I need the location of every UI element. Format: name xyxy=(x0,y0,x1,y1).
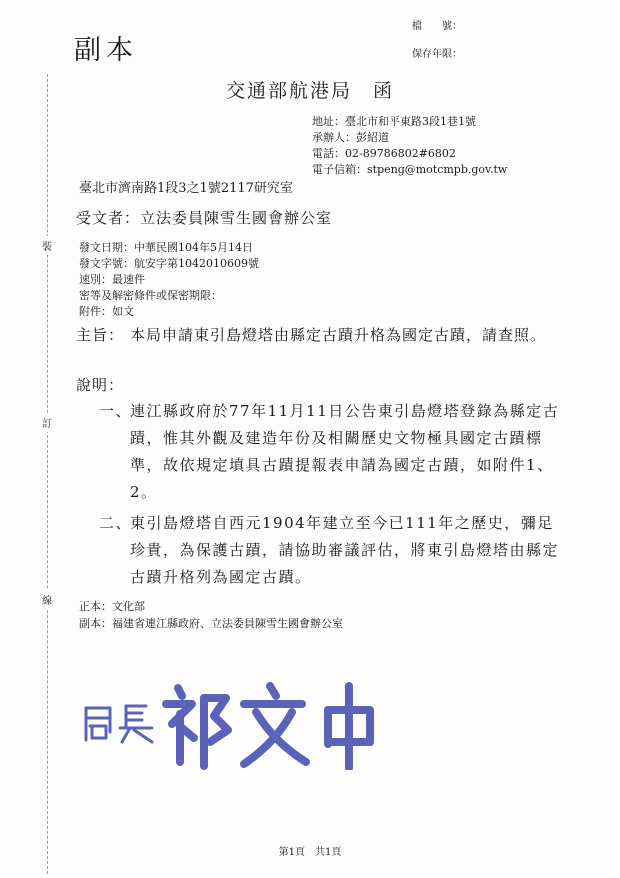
attachment-note: 附件：如文 xyxy=(79,305,134,318)
issue-date: 發文日期：中華民國104年5月14日 xyxy=(79,241,253,254)
sender-phone: 電話：02-89786802#6802 xyxy=(312,147,456,160)
secrecy-level: 密等及解密條件或保密期限： xyxy=(79,289,222,302)
retention-period-label: 保存年限： xyxy=(412,49,462,60)
binding-mark-ding: 訂 xyxy=(42,413,52,432)
item-number: 二、 xyxy=(99,514,133,532)
page-number: 第1頁 共1頁 xyxy=(278,847,342,858)
file-number-label: 檔 號： xyxy=(412,21,462,32)
distribution-list xyxy=(79,598,343,632)
binding-mark-zhuang: 裝 xyxy=(42,236,52,255)
item-text: 連江縣政府於77年11月11日公告東引島燈塔登錄為縣定古蹟，惟其外觀及建造年份及相關歷史文物極具國定古蹟標準，故依規定填具古蹟提報表申請為國定古蹟，如附件1、2。 xyxy=(130,402,560,501)
sender-handler: 承辦人：彭紹道 xyxy=(312,131,389,144)
original-recipient: 正本：文化部 xyxy=(79,600,145,613)
document-number: 發文字號：航安字第1042010609號 xyxy=(79,257,259,270)
document-title: 交通部航港局 函 xyxy=(225,80,394,102)
recipient: 受文者：立法委員陳雪生國會辦公室 xyxy=(76,209,333,227)
recipient-address: 臺北市濟南路1段3之1號2117研究室 xyxy=(79,181,293,196)
copy-mark: 副本 xyxy=(74,35,138,66)
subject xyxy=(76,323,576,348)
subject-label: 主旨： xyxy=(76,326,125,344)
director-signature-stamp xyxy=(80,680,380,770)
explanation-item xyxy=(99,398,569,506)
document-meta xyxy=(79,240,259,320)
delivery-speed: 速別：最速件 xyxy=(79,273,145,286)
item-number: 一、 xyxy=(99,402,133,420)
copy-recipients: 副本：福建省連江縣政府、立法委員陳雪生國會辦公室 xyxy=(79,617,343,630)
binding-line xyxy=(47,74,48,874)
item-text: 東引島燈塔自西元1904年建立至今已111年之歷史，彌足珍貴，為保護古蹟，請協助審議評估，將東引島燈塔由縣定古蹟升格列為國定古蹟。 xyxy=(130,514,560,586)
sender-address: 地址：臺北市和平東路3段1巷1號 xyxy=(312,115,476,128)
subject-text: 本局申請東引島燈塔由縣定古蹟升格為國定古蹟，請查照。 xyxy=(130,326,547,344)
sender-info xyxy=(312,114,507,178)
explanation-label: 說明： xyxy=(76,376,125,394)
binding-mark-xian: 線 xyxy=(42,590,52,609)
explanation-item xyxy=(99,510,569,591)
sender-email: 電子信箱：stpeng@motcmpb.gov.tw xyxy=(312,163,508,176)
